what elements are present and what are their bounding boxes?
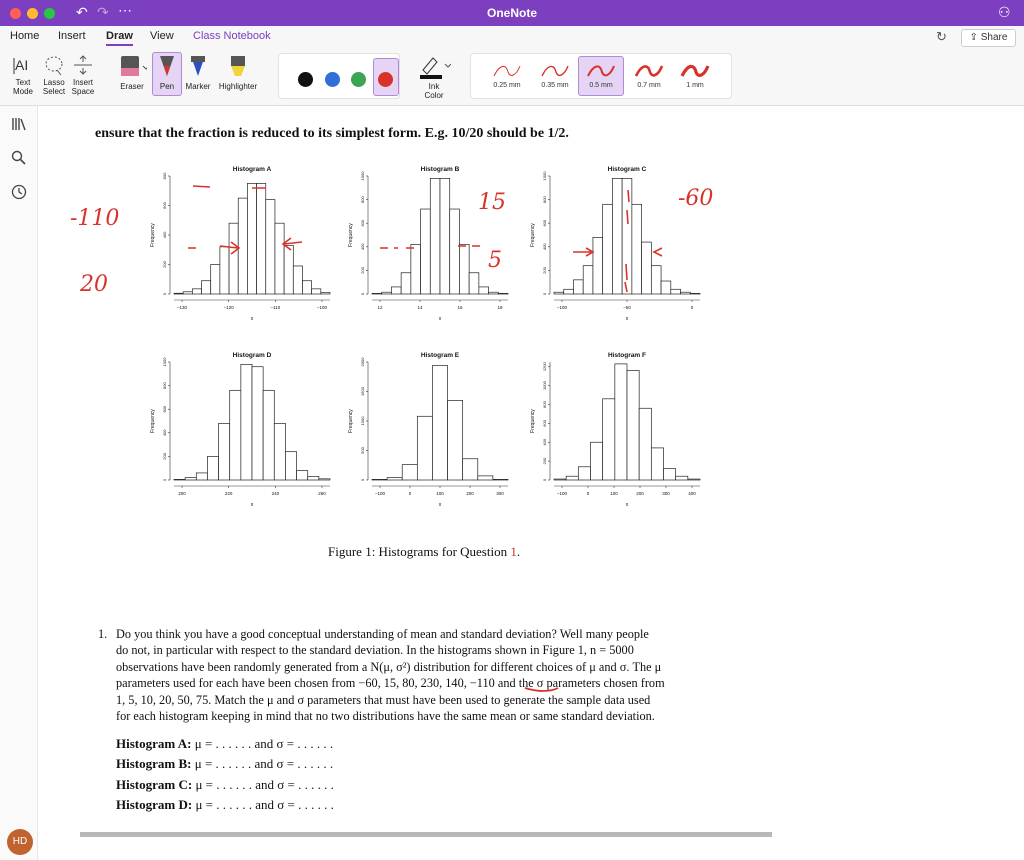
- people-icon[interactable]: ⚇: [998, 4, 1011, 20]
- color-blue-swatch[interactable]: [325, 72, 340, 87]
- x-tick-label: 260: [318, 491, 326, 496]
- stroke-05-icon: [586, 62, 616, 80]
- y-tick-label: 1000: [360, 416, 365, 426]
- title-bar: [0, 0, 1024, 26]
- question-line: parameters used for each have been chosen from −60, 15, 80, 230, 140, −110 and the σ parameters chosen from: [116, 676, 665, 691]
- ink-color-swatches: [278, 53, 400, 99]
- answer-b-label: Histogram B:: [116, 756, 192, 771]
- answer-c-label: Histogram C:: [116, 777, 193, 792]
- text-mode-button[interactable]: [8, 54, 38, 96]
- insert-space-icon: [72, 54, 94, 76]
- window-title: OneNote: [486, 6, 537, 20]
- question-number: 1.: [98, 627, 108, 641]
- x-tick-label: −130: [176, 305, 188, 310]
- marker-icon: [187, 54, 209, 80]
- answer-d-label: Histogram D:: [116, 797, 193, 812]
- color-green-swatch[interactable]: [351, 72, 366, 87]
- y-tick-label: 600: [542, 219, 547, 227]
- width-035-button[interactable]: [529, 62, 581, 89]
- y-tick-label: 200: [360, 267, 365, 274]
- text-mode-icon: [12, 54, 34, 76]
- histogram-xlabel: x: [250, 502, 254, 508]
- x-tick-label: 100: [436, 491, 444, 496]
- share-label: Share: [980, 32, 1008, 43]
- marker-button[interactable]: [183, 54, 213, 91]
- ribbon-tabs: [0, 26, 1024, 48]
- highlighter-button[interactable]: [216, 54, 260, 91]
- caption-text: Figure 1: Histograms for Question: [328, 544, 511, 559]
- pen-button[interactable]: [153, 54, 181, 91]
- y-tick-label: 1000: [542, 381, 547, 391]
- x-tick-label: 0: [586, 491, 590, 496]
- y-tick-label: 400: [542, 438, 547, 446]
- x-tick-label: −120: [223, 305, 234, 310]
- y-tick-label: 800: [162, 382, 167, 389]
- question-line: 1, 5, 10, 20, 50, 75. Match the μ and σ parameters that must have been used to generate the sample data used: [116, 692, 651, 707]
- y-tick-label: 1000: [542, 171, 547, 181]
- draw-toolbar: [0, 48, 1024, 106]
- color-red-swatch[interactable]: [378, 72, 393, 87]
- y-tick-label: 1200: [542, 362, 547, 372]
- x-tick-label: 12: [377, 305, 383, 310]
- more-icon[interactable]: ⋯: [118, 2, 132, 18]
- answer-d-blanks: μ = . . . . . . and σ = . . . . . .: [195, 797, 334, 812]
- y-tick-label: 400: [162, 231, 167, 239]
- tab-draw[interactable]: Draw: [106, 30, 133, 42]
- x-tick-label: −100: [316, 305, 328, 310]
- x-tick-label: 300: [496, 491, 504, 496]
- tab-insert[interactable]: Insert: [58, 30, 86, 42]
- stroke-025-icon: [492, 62, 522, 80]
- lasso-icon: [43, 54, 65, 76]
- share-button[interactable]: [961, 29, 1016, 47]
- text-mode-label-1: Text: [15, 78, 31, 87]
- stroke-07-icon: [634, 62, 664, 80]
- share-icon: ⇪: [969, 32, 981, 43]
- y-tick-label: 500: [360, 447, 365, 454]
- x-tick-label: 200: [466, 491, 474, 496]
- x-tick-label: −100: [556, 491, 568, 496]
- tab-class-notebook[interactable]: Class Notebook: [193, 30, 271, 42]
- y-tick-label: 200: [542, 457, 547, 465]
- histogram-xlabel: x: [438, 316, 442, 322]
- search-icon[interactable]: [11, 150, 27, 169]
- x-tick-label: 100: [610, 491, 618, 496]
- histogram-title: Histogram D: [232, 352, 272, 359]
- text-mode-label-2: Mode: [12, 87, 33, 96]
- redo-icon[interactable]: ↷: [97, 4, 109, 20]
- lasso-label-2: Select: [42, 87, 66, 96]
- sidebar: [0, 106, 38, 860]
- ink-label-2: Color: [424, 91, 444, 100]
- x-tick-label: 16: [457, 305, 463, 310]
- pen-width-group: [470, 53, 732, 99]
- y-tick-label: 600: [360, 219, 365, 227]
- x-tick-label: 300: [662, 491, 670, 496]
- eraser-icon: [117, 54, 147, 80]
- y-tick-label: 400: [542, 243, 547, 251]
- y-tick-label: 200: [162, 261, 167, 268]
- figure-caption: [328, 544, 520, 560]
- y-tick-label: 0: [360, 292, 365, 296]
- y-tick-label: 0: [542, 478, 547, 482]
- width-035-label: 0.35 mm: [541, 82, 569, 89]
- ink-annotation-5[interactable]: 5: [488, 248, 502, 273]
- ink-color-button[interactable]: [414, 54, 454, 100]
- marker-label: Marker: [185, 82, 211, 91]
- question-line: do not, in particular with respect to the standard deviation. In the histograms shown in Figure 1, n = 5000: [116, 643, 634, 658]
- histogram-title: Histogram A: [232, 166, 272, 173]
- answer-d: [116, 797, 334, 813]
- x-tick-label: 240: [271, 491, 280, 496]
- recent-icon[interactable]: [11, 184, 27, 203]
- ink-annotation-minus-110[interactable]: -110: [70, 206, 120, 231]
- histogram-title: Histogram B: [420, 166, 460, 173]
- x-tick-label: 0: [408, 491, 412, 496]
- answer-c: [116, 777, 334, 793]
- pen-icon: [156, 54, 178, 80]
- answer-c-blanks: μ = . . . . . . and σ = . . . . . .: [195, 777, 334, 792]
- width-07-label: 0.7 mm: [637, 82, 661, 89]
- ink-annotation-minus-60[interactable]: -60: [678, 186, 714, 211]
- answer-b-blanks: μ = . . . . . . and σ = . . . . . .: [194, 756, 334, 771]
- highlighter-icon: [227, 54, 249, 80]
- y-tick-label: 0: [162, 478, 167, 482]
- question-line: for each histogram keeping in mind that no two distributions have the same mean or same standard deviation.: [116, 709, 655, 724]
- x-tick-label: 14: [417, 305, 423, 310]
- answer-b: [116, 756, 333, 772]
- histogram-xlabel: x: [625, 316, 629, 322]
- x-tick-label: 220: [224, 491, 233, 496]
- insert-label-1: Insert: [72, 78, 93, 87]
- undo-icon[interactable]: ↶: [76, 4, 88, 20]
- x-tick-label: −100: [374, 491, 386, 496]
- x-tick-label: 18: [497, 305, 503, 310]
- y-tick-label: 0: [360, 478, 365, 482]
- histogram-title: Histogram F: [608, 352, 646, 359]
- width-07-button[interactable]: [623, 62, 675, 89]
- y-tick-label: 800: [162, 172, 167, 180]
- width-05-button[interactable]: [575, 62, 627, 89]
- lasso-label-1: Lasso: [43, 78, 65, 87]
- y-tick-label: 200: [542, 267, 547, 274]
- histogram-ylabel: Frequency: [348, 409, 354, 433]
- ink-color-icon: [417, 54, 451, 80]
- histogram-ylabel: Frequency: [530, 409, 536, 433]
- y-tick-label: 0: [162, 292, 167, 296]
- svg-text:AI: AI: [15, 57, 29, 73]
- page-divider: [80, 832, 772, 837]
- tab-home[interactable]: Home: [10, 30, 40, 42]
- width-025-button[interactable]: [481, 62, 533, 89]
- x-tick-label: 0: [690, 305, 694, 310]
- x-tick-label: 400: [688, 491, 696, 496]
- width-1-button[interactable]: [669, 62, 721, 89]
- color-black-swatch[interactable]: [298, 72, 313, 87]
- y-tick-label: 200: [162, 453, 167, 460]
- x-tick-label: −100: [556, 305, 568, 310]
- answer-a-label: Histogram A:: [116, 736, 192, 751]
- y-tick-label: 400: [162, 429, 167, 437]
- notebooks-icon[interactable]: [11, 116, 27, 135]
- histogram-ylabel: Frequency: [530, 223, 536, 247]
- answer-a-blanks: μ = . . . . . . and σ = . . . . . .: [194, 736, 334, 751]
- y-tick-label: 800: [542, 401, 547, 408]
- y-tick-label: 400: [360, 243, 365, 251]
- insert-label-2: Space: [71, 87, 95, 96]
- caption-suffix: .: [516, 544, 521, 559]
- sync-icon[interactable]: ↻: [936, 29, 947, 44]
- histogram-ylabel: Frequency: [348, 223, 354, 247]
- stroke-1-icon: [680, 62, 710, 80]
- y-tick-label: 800: [360, 196, 365, 203]
- tab-view[interactable]: View: [150, 30, 174, 42]
- question-line: Do you think you have a good conceptual understanding of mean and standard deviation? Well many people: [116, 627, 649, 641]
- pen-label: Pen: [159, 82, 175, 91]
- note-page[interactable]: [38, 106, 1024, 860]
- histogram-title: Histogram C: [607, 166, 647, 173]
- histogram-xlabel: x: [250, 316, 254, 322]
- x-tick-label: 200: [636, 491, 644, 496]
- histogram-ylabel: Frequency: [150, 223, 156, 247]
- x-tick-label: −50: [623, 305, 631, 310]
- y-tick-label: 600: [162, 202, 167, 209]
- lasso-select-button[interactable]: [40, 54, 68, 96]
- x-tick-label: 200: [178, 491, 186, 496]
- eraser-button[interactable]: [114, 54, 150, 91]
- histogram-title: Histogram E: [420, 352, 460, 359]
- y-tick-label: 600: [162, 405, 167, 413]
- highlighter-label: Highlighter: [218, 82, 258, 91]
- y-tick-label: 2000: [360, 357, 365, 367]
- y-tick-label: 800: [542, 196, 547, 203]
- insert-space-button[interactable]: [69, 54, 97, 96]
- eraser-label: Eraser: [120, 82, 144, 91]
- ink-annotation-15[interactable]: 15: [478, 190, 506, 215]
- ink-strokes[interactable]: [38, 106, 778, 706]
- width-05-label: 0.5 mm: [589, 82, 613, 89]
- ink-label-1: Ink: [428, 82, 440, 91]
- stroke-035-icon: [540, 62, 570, 80]
- caption-ref[interactable]: 1: [510, 544, 517, 559]
- y-tick-label: 1000: [360, 171, 365, 181]
- answer-a: [116, 736, 333, 752]
- histogram-xlabel: x: [625, 502, 629, 508]
- histogram-ylabel: Frequency: [150, 409, 156, 433]
- avatar[interactable]: HD: [7, 829, 33, 855]
- y-tick-label: 600: [542, 420, 547, 427]
- width-025-label: 0.25 mm: [493, 82, 521, 89]
- question-line: observations have been randomly generated from a N(μ, σ²) distribution for different choices of μ and σ. The μ: [116, 659, 662, 674]
- y-tick-label: 1000: [162, 357, 167, 367]
- histogram-xlabel: x: [438, 502, 442, 508]
- ink-annotation-20[interactable]: 20: [80, 272, 108, 297]
- intro-text: ensure that the fraction is reduced to its simplest form. E.g. 10/20 should be 1/2.: [95, 126, 569, 141]
- y-tick-label: 0: [542, 292, 547, 296]
- width-1-label: 1 mm: [686, 82, 704, 89]
- y-tick-label: 1500: [360, 387, 365, 396]
- x-tick-label: −110: [270, 305, 281, 310]
